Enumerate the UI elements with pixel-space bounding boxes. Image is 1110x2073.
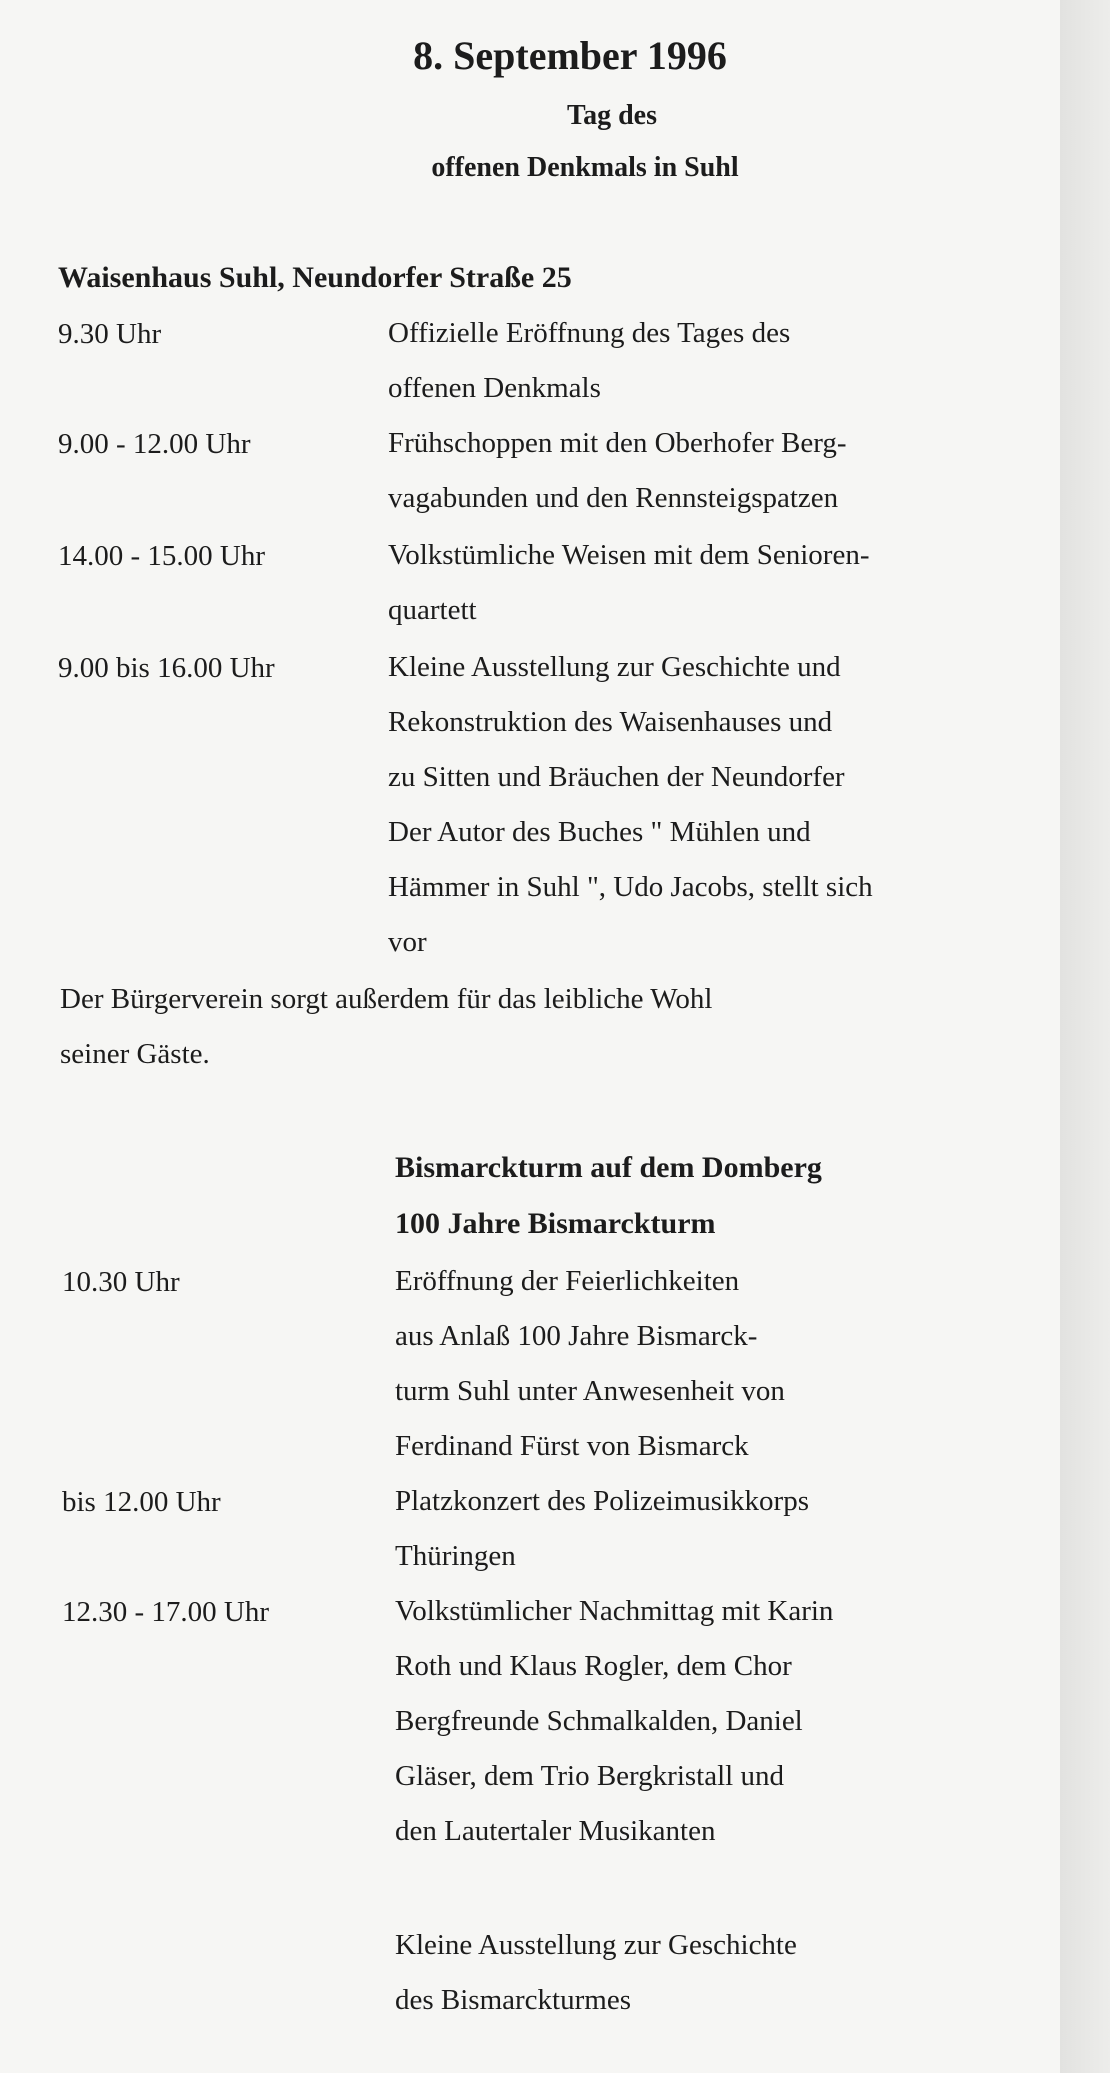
event-description-line: Offizielle Eröffnung des Tages des xyxy=(388,317,791,349)
event-description-line: zu Sitten und Bräuchen der Neundorfer xyxy=(388,761,845,793)
event-description-line: Frühschoppen mit den Oberhofer Berg- xyxy=(388,427,847,459)
event-description xyxy=(388,416,847,526)
event-description-line: Bergfreunde Schmalkalden, Daniel xyxy=(395,1705,803,1737)
document-subtitle-line1: Tag des xyxy=(566,100,658,131)
event-description-line: Volkstümliche Weisen mit dem Senioren- xyxy=(388,539,870,571)
event-description-line: Thüringen xyxy=(395,1540,516,1572)
section-heading-waisenhaus: Waisenhaus Suhl, Neundorfer Straße 25 xyxy=(58,261,572,294)
event-description xyxy=(388,306,790,416)
event-time: 9.00 bis 16.00 Uhr xyxy=(58,652,275,684)
event-description xyxy=(395,1254,785,1474)
event-description-line: vagabunden und den Rennsteigspatzen xyxy=(388,482,839,514)
page-edge xyxy=(1060,0,1110,2073)
event-description-line: turm Suhl unter Anwesenheit von xyxy=(395,1375,785,1407)
event-description-line: Der Autor des Buches " Mühlen und xyxy=(388,816,811,848)
document-subtitle-line2: offenen Denkmals in Suhl xyxy=(431,152,739,183)
extra-exhibition-note xyxy=(395,1918,797,2028)
event-time: bis 12.00 Uhr xyxy=(62,1486,221,1518)
event-description-line: Eröffnung der Feierlichkeiten xyxy=(395,1265,740,1297)
event-time: 10.30 Uhr xyxy=(62,1266,180,1298)
note-line: seiner Gäste. xyxy=(60,1038,210,1070)
event-time: 9.00 - 12.00 Uhr xyxy=(58,428,251,460)
event-description-line: Rekonstruktion des Waisenhauses und xyxy=(388,706,833,738)
event-time: 14.00 - 15.00 Uhr xyxy=(58,540,266,572)
extra-note-line: Kleine Ausstellung zur Geschichte xyxy=(395,1929,797,1961)
event-description xyxy=(388,528,869,638)
event-description xyxy=(395,1474,809,1584)
event-description-line: Ferdinand Fürst von Bismarck xyxy=(395,1430,749,1462)
event-description-line: den Lautertaler Musikanten xyxy=(395,1815,716,1847)
document-title-date: 8. September 1996 xyxy=(413,33,727,78)
extra-note-line: des Bismarckturmes xyxy=(395,1984,631,2016)
note-line: Der Bürgerverein sorgt außerdem für das leibliche Wohl xyxy=(60,983,713,1015)
event-description-line: Roth und Klaus Rogler, dem Chor xyxy=(395,1650,792,1682)
event-time: 12.30 - 17.00 Uhr xyxy=(62,1596,270,1628)
event-description-line: vor xyxy=(388,926,427,958)
section-heading-bismarckturm: Bismarckturm auf dem Domberg xyxy=(395,1151,822,1184)
note-paragraph xyxy=(60,972,712,1082)
event-time: 9.30 Uhr xyxy=(58,318,162,350)
event-description-line: offenen Denkmals xyxy=(388,372,601,404)
section-subheading-100-jahre: 100 Jahre Bismarckturm xyxy=(395,1207,716,1240)
event-description-line: quartett xyxy=(388,594,477,626)
event-description-line: aus Anlaß 100 Jahre Bismarck- xyxy=(395,1320,758,1352)
event-description-line: Gläser, dem Trio Bergkristall und xyxy=(395,1760,784,1792)
event-description-line: Kleine Ausstellung zur Geschichte und xyxy=(388,651,841,683)
event-description xyxy=(388,640,873,970)
event-description-line: Hämmer in Suhl ", Udo Jacobs, stellt sich xyxy=(388,871,873,903)
event-description-line: Platzkonzert des Polizeimusikkorps xyxy=(395,1485,809,1517)
event-description xyxy=(395,1584,833,1859)
event-description-line: Volkstümlicher Nachmittag mit Karin xyxy=(395,1595,834,1627)
